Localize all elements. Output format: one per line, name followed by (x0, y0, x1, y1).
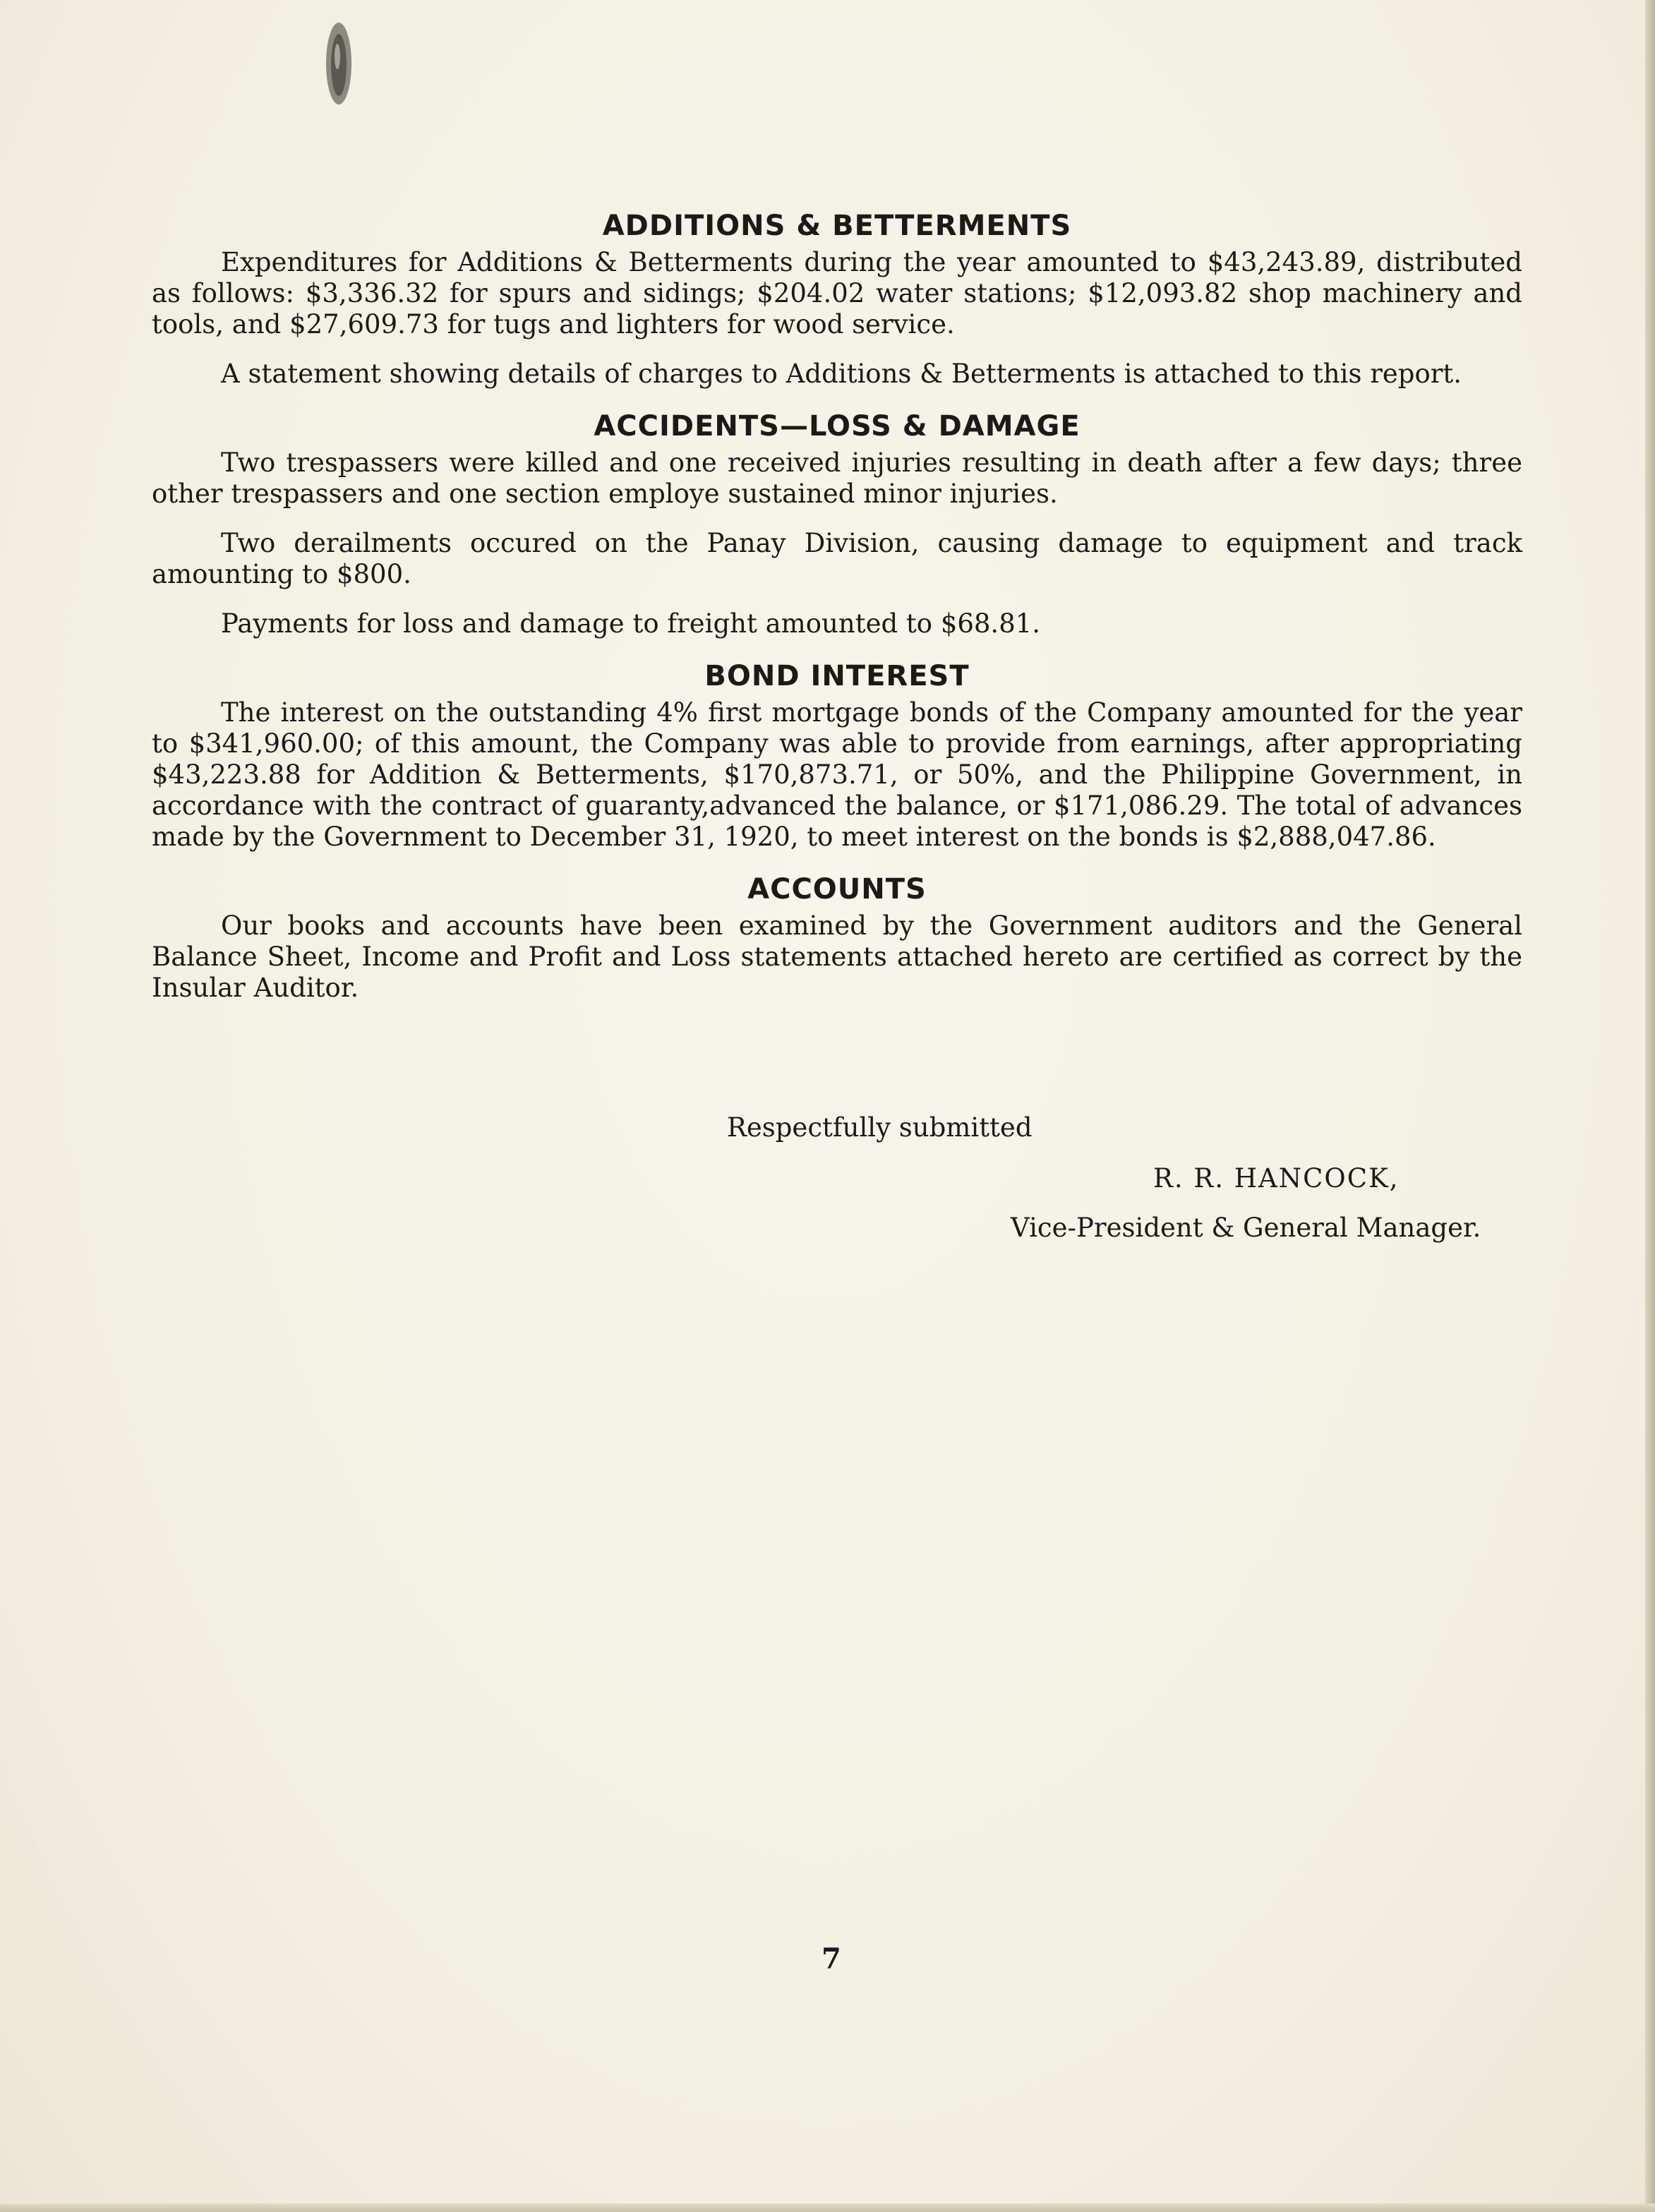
signatory-name: R. R. HANCOCK, (1153, 1163, 1400, 1194)
accidents-trespassers-paragraph: Two trespassers were killed and one received injuries resulting in death after a few days; three other trespassers and one section employe sustained minor injuries. (152, 447, 1522, 509)
section-bond-interest (152, 655, 1522, 853)
heading-additions-betterments: ADDITIONS & BETTERMENTS (602, 210, 1072, 242)
punch-hole-mark (323, 20, 354, 107)
heading-accounts: ACCOUNTS (747, 873, 927, 906)
closing-respectfully-submitted: Respectfully submitted (727, 1112, 1033, 1143)
section-additions-betterments (152, 205, 1522, 390)
heading-accidents-loss-damage: ACCIDENTS—LOSS & DAMAGE (594, 410, 1081, 443)
accidents-payments-paragraph: Payments for loss and damage to freight amounted to $68.81. (221, 608, 1041, 639)
section-accidents (152, 405, 1522, 639)
bond-interest-paragraph: The interest on the outstanding 4% first mortgage bonds of the Company amounted for the year to $341,960.00; of this amount, the Company was able to provide from earnings, after appropriating $43,223.88 for Addition & Betterments, $170,873.71, or 50%, and the Philippine Government, in accordance with the contract of guaranty,advanced the balance, or $171,086.29. The total of advances made by the Government to December 31, 1920, to meet interest on the bonds is $2,888,047.86. (152, 697, 1522, 852)
accidents-derailments-paragraph: Two derailments occured on the Panay Division, causing damage to equipment and track amounting to $800. (152, 528, 1522, 589)
heading-bond-interest: BOND INTEREST (704, 660, 970, 692)
additions-statement-paragraph: A statement showing details of charges to Additions & Betterments is attached to this report. (221, 359, 1462, 389)
page-edge-bottom (0, 2204, 1655, 2212)
report-body (152, 205, 1522, 1004)
page-number: 7 (822, 1942, 841, 1976)
page-edge-right (1645, 0, 1655, 2212)
section-accounts (152, 868, 1522, 1004)
accounts-paragraph: Our books and accounts have been examined by the Government auditors and the General Balance Sheet, Income and Profit and Loss statements attached hereto are certified as correct by the Insular Auditor. (152, 910, 1522, 1003)
additions-expenditures-paragraph: Expenditures for Additions & Betterments during the year amounted to $43,243.89, distributed as follows: $3,336.32 for spurs and sidings; $204.02 water stations; $12,093.82 shop machinery and tools, and $27,609.73 for tugs and lighters for wood service. (152, 247, 1522, 339)
signatory-title: Vice-President & General Manager. (1011, 1213, 1481, 1243)
